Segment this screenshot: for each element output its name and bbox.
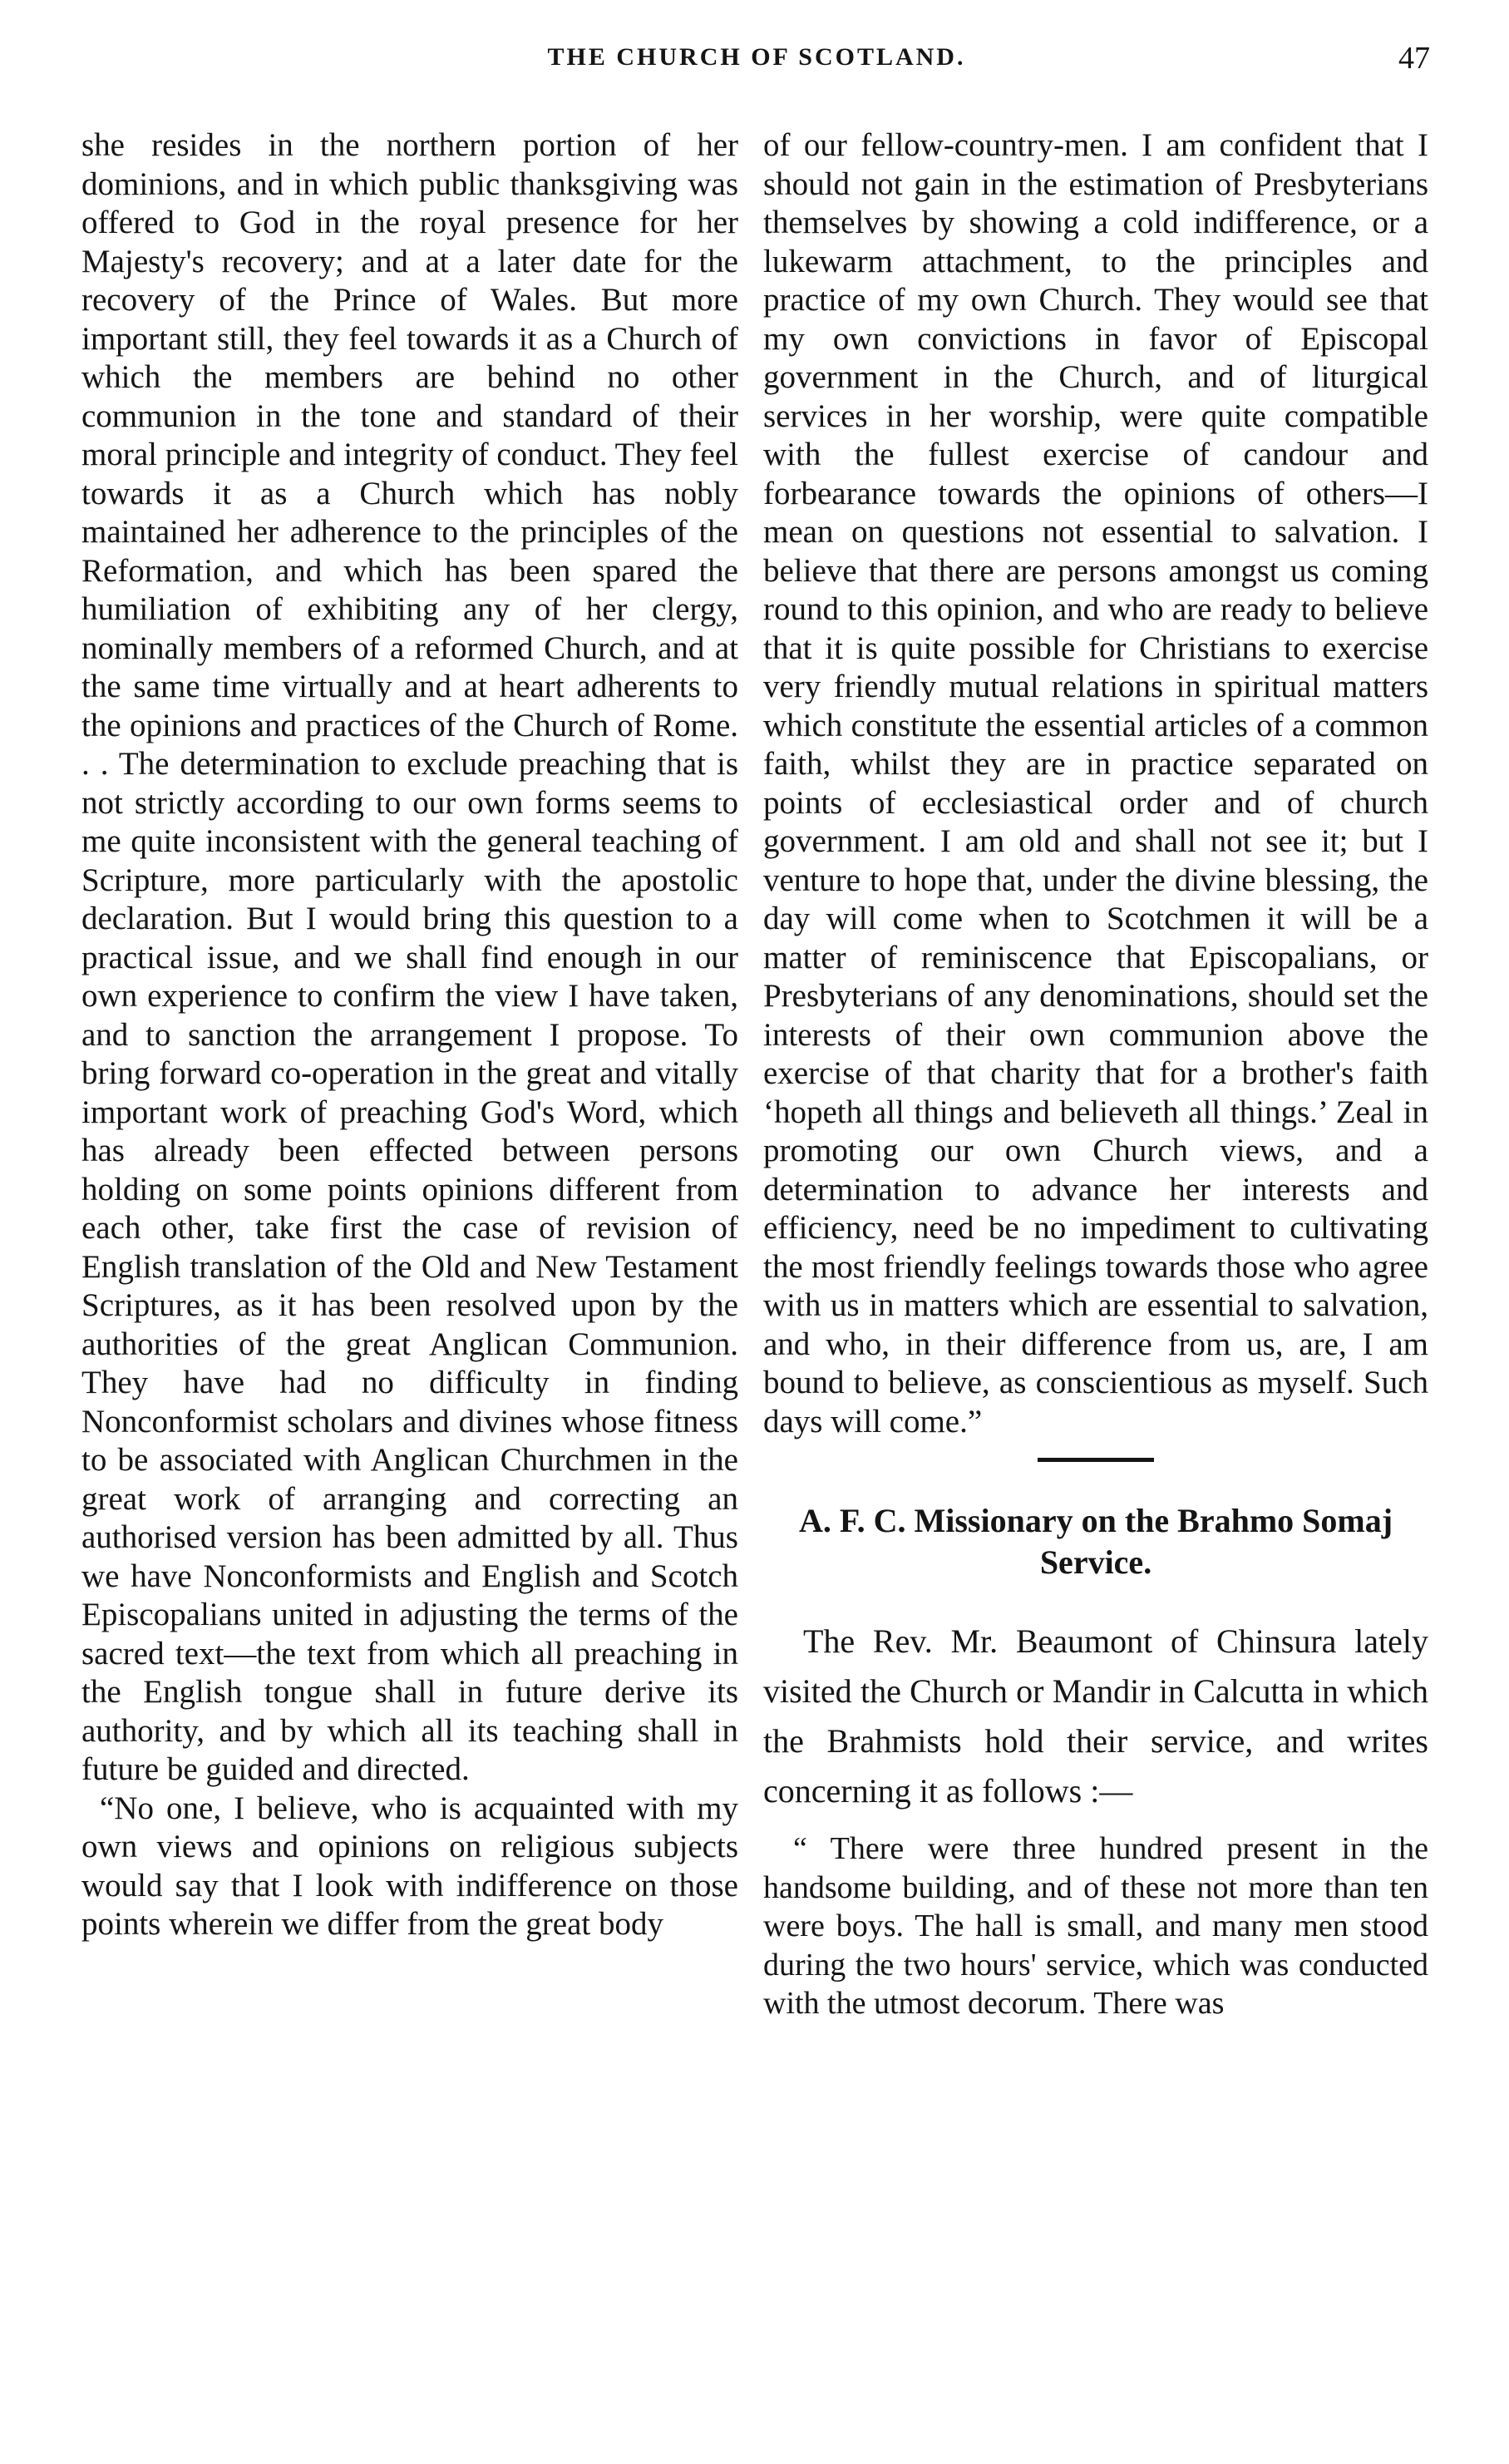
- right-paragraph-1: of our fellow-country-men. I am confident that I should not gain in the estimation of Presbyterians themselves by showing a cold indifference, or a lukewarm attachment, to the principles and practice of my own Church. They would see that my own convictions in favor of Episcopal government in the Church, and of liturgical services in her worship, were quite compatible with the fullest exercise of candour and forbearance towards the opinions of others—I mean on questions not essential to salvation. I believe that there are persons amongst us coming round to this opinion, and who are ready to believe that it is quite possible for Christians to exercise very friendly mutual relations in spiritual matters which constitute the essential articles of a common faith, whilst they are in practice separated on points of ecclesiastical order and of church government. I am old and shall not see it; but I venture to hope that, under the divine blessing, the day will come when to Scotchmen it will be a matter of reminiscence that Episcopalians, or Presbyterians of any denominations, should set the interests of their own communion above the exercise of that charity that for a brother's faith ‘hopeth all things and believeth all things.’ Zeal in promoting our own Church views, and a determination to advance her interests and efficiency, need be no impediment to cultivating the most friendly feelings towards those who agree with us in matters which are essential to salvation, and who, in their difference from us, are, I am bound to believe, as conscientious as myself. Such days will come.”: [763, 127, 1428, 1439]
- left-paragraph-2: “No one, I believe, who is acquainted with my own views and opinions on religious subjects would say that I look with indifference on those points wherein we differ from the great body: [81, 1790, 738, 1942]
- running-head: THE CHURCH OF SCOTLAND.: [547, 43, 966, 71]
- right-column: [763, 126, 1428, 2023]
- section-title: A. F. C. Missionary on the Brahmo Somaj Service.: [798, 1502, 1393, 1581]
- section-paragraph: The Rev. Mr. Beaumont of Chinsura lately visited the Church or Mandir in Calcutta in which the Brahmists hold their service, and writes concerning it as follows :—: [763, 1622, 1428, 1810]
- page-number: 47: [1398, 41, 1430, 76]
- quote-paragraph: “ There were three hundred present in the handsome building, and of these not more than ten were boys. The hall is small, and many men stood during the two hours' service, which was conducted with the utmost decorum. There was: [763, 1831, 1428, 2021]
- section-divider: [1038, 1458, 1154, 1462]
- left-paragraph-1: she resides in the northern portion of her dominions, and in which public thanksgiving was offered to God in the royal presence for her Majesty's recovery; and at a later date for the recovery of the Prince of Wales. But more important still, they feel towards it as a Church of which the members are behind no other communion in the tone and standard of their moral principle and integrity of conduct. They feel towards it as a Church which has nobly maintained her adherence to the principles of the Reformation, and which has been spared the humiliation of exhibiting any of her clergy, nominally members of a reformed Church, and at the same time virtually and at heart adherents to the opinions and practices of the Church of Rome. . . The determination to exclude preaching that is not strictly according to our own forms seems to me quite inconsistent with the general teaching of Scripture, more particularly with the apostolic declaration. But I would bring this question to a practical issue, and we shall find enough in our own experience to confirm the view I have taken, and to sanction the arrangement I propose. To bring forward co-operation in the great and vitally important work of preaching God's Word, which has already been effected between persons holding on some points opinions different from each other, take first the case of revision of English translation of the Old and New Testament Scriptures, as it has been resolved upon by the authorities of the great Anglican Communion. They have had no difficulty in finding Nonconformist scholars and divines whose fitness to be associated with Anglican Churchmen in the great work of arranging and correcting an authorised version has been admitted by all. Thus we have Nonconformists and English and Scotch Episcopalians united in adjusting the terms of the sacred text—the text from which all preaching in the English tongue shall in future derive its authority, and by which all its teaching shall in future be guided and directed.: [81, 127, 738, 1787]
- left-column: [81, 126, 738, 1944]
